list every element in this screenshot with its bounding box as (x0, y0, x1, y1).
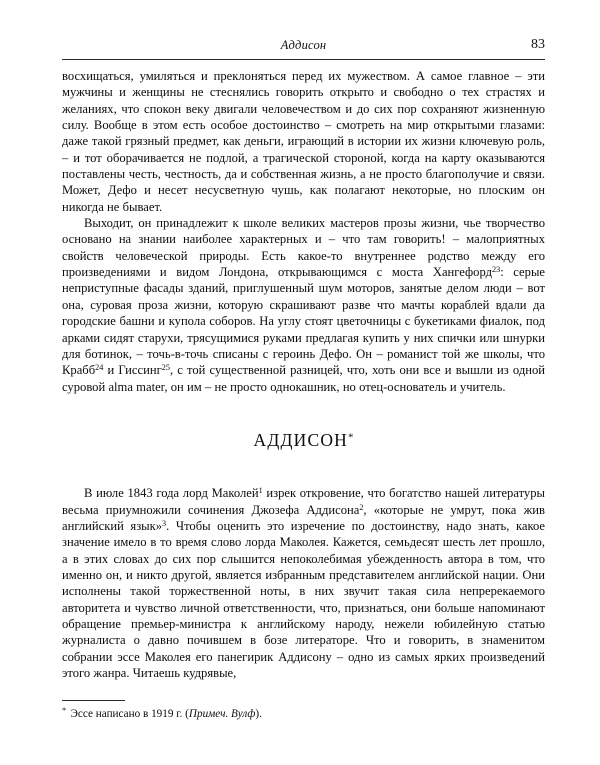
paragraph-addison-text-1: В июле 1843 года лорд Маколей (84, 486, 259, 501)
paragraph-addison-text-2: изрек откровение, что богатство нашей литературы весьма приумножили сочинения Джозефа Аддисона (62, 486, 545, 517)
section-title (62, 429, 545, 450)
footnote-ref-addison[interactable]: 2 (359, 502, 364, 512)
footnote-ref-crabbe[interactable]: 24 (95, 362, 104, 372)
footnote-entry (62, 704, 545, 721)
section-title-text: АДДИСОН (253, 429, 348, 450)
paragraph-defoe-text-4: , с той существенной разницей, что, хоть они все и вышли из одной суровой alma mater, он им – не просто однокашник, но отец-основатель и учитель. (62, 363, 545, 394)
footnote-ref-hungerford[interactable]: 23 (492, 264, 501, 274)
footnote-ref-section-asterisk[interactable]: * (348, 431, 354, 444)
footnote-marker-asterisk: * (62, 704, 67, 715)
paragraph-addison-text-4: . Чтобы оценить это изречение по достоинству, надо знать, какое значение имело в то время слово лорда Маколея. Кажется, семьдесят шесть лет прошло, а в этих словах до сих пор слышится непоколебимая убежденность автора в том, что именно он, и никто другой, является избранным представителем английской нации. Они исполнены такой торжественной ноты, в них звучит такая сила непререкаемого авторитета и чувство личной ответственности, что, признаться, они больше напоминают обращение премьер-министра к английскому народу, нежели юбилейную статью журналиста о давно почившем в бозе литераторе. Что и говорить, в знаменитом собрании эссе Маколея его панегирик Аддисону – одно из самых ярких произведений этого жанра. Читаешь кудрявые, (62, 519, 545, 681)
footnote-text-before: Эссе написано в 1919 г. ( (67, 708, 189, 720)
footnote-separator-rule (62, 700, 125, 701)
paragraph-defoe (62, 215, 545, 395)
section-title-block (62, 429, 545, 450)
running-head-title: Аддисон (280, 38, 327, 52)
paragraph-defoe-text-1: Выходит, он принадлежит к школе великих мастеров прозы жизни, чье творчество основано на знании наиболее характерных и – что там говорить! – малоприятных свойств человеческой природы. Есть какое-то внутреннее родство между его произведениями и видом Лондона, открывающимся с моста Хангефорд (62, 216, 545, 280)
footnote-zone (62, 700, 545, 721)
footnote-text-after: ). (255, 708, 262, 720)
paragraph-addison-text-3: , «которые не умрут, пока жив английский язык» (62, 502, 545, 534)
paragraph-addison (62, 485, 545, 681)
paragraph-continued: восхищаться, умиляться и преклоняться перед их мужеством. А самое главное – эти мужчины и женщины не стеснялись говорить открыто и свободно о тех страстях и желаниях, что спокон веку двигали человечеством и до сих пор сохраняют жизненную силу. Вообще в этом есть особое достоинство – смотреть на мир открытыми глазами: даже такой грязный предмет, как деньги, играющий в истории их жизни ключевую роль, – и тот оборачивается не подлой, а трагической стороной, когда на карту оказываются поставлены честь, честность, да и собственная жизнь, а не просто благополучие и связи. Может, Дефо и несет несусветную чушь, как полагают некоторые, но плоским он никогда не бывает. (62, 69, 545, 214)
footnote-ref-macaulay[interactable]: 1 (258, 486, 263, 496)
text-column (62, 68, 545, 682)
running-head (62, 38, 545, 56)
page-number: 83 (531, 37, 545, 52)
footnote-ref-quote[interactable]: 3 (162, 518, 167, 528)
paragraph-defoe-text-3: и Гиссинг (103, 363, 162, 378)
header-rule (62, 59, 545, 60)
footnote-ref-gissing[interactable]: 25 (161, 362, 170, 372)
footnote-attribution: Примеч. Вулф (188, 708, 256, 720)
paragraph-defoe-text-2: : серые неприступные фасады зданий, приглушенный шум моторов, занятые делом люди – вот она, суровая проза жизни, которую скрашивают разве что мачты кораблей вдали да городские башни и купола соборов. На углу стоят цветочницы с букетиками фиалок, под арками сидят старухи, трясущимися руками предлагая купить у них спички или шнурки для ботинок, – точь-в-точь списаны с героинь Дефо. Он – романист той же школы, что Крабб (62, 265, 545, 378)
